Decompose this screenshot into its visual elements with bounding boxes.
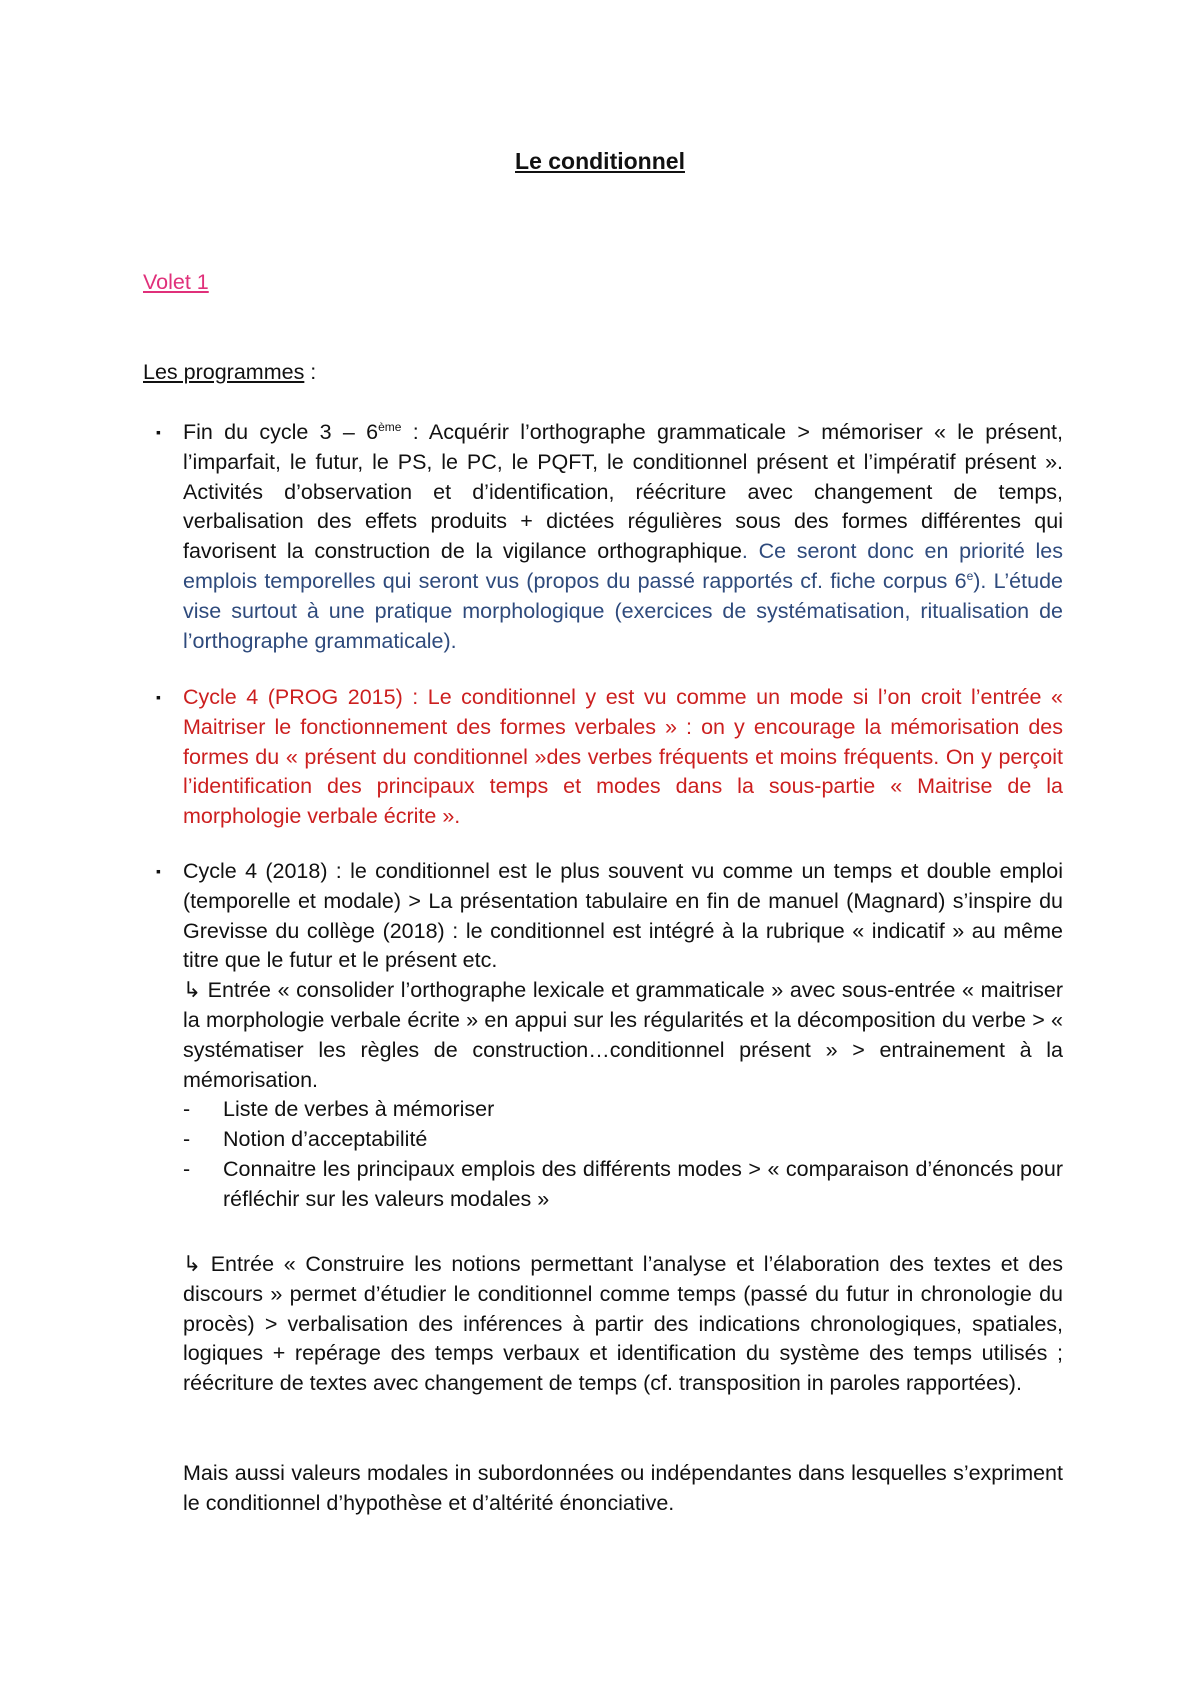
dash-marker: - bbox=[183, 1097, 191, 1122]
bullet3-text: Cycle 4 (2018) : le conditionnel est le plus souvent vu comme un temps et double emploi (temporelle et modale) > La présentation tabulaire en fin de manuel (Magnard) s’inspire du Grevisse du collège (2018) : le conditionnel est intégré à la rubrique « indicatif » au même titre que le futur et le présent etc. bbox=[183, 859, 1063, 973]
bullet1-prefix: Fin du cycle 3 – 6 bbox=[183, 420, 379, 444]
arrow-icon: ↳ bbox=[183, 978, 202, 1003]
bullet1-end: . bbox=[741, 539, 748, 564]
bullet-marker: ▪ bbox=[156, 863, 161, 879]
bullet1-blue-prefix: Ce seront donc en priorité les emplois temporelles qui seront vus (propos du passé rapportés cf. fiche corpus 6 bbox=[183, 539, 1063, 593]
programmes-label: Les programmes bbox=[143, 360, 305, 384]
list-item-text: Liste de verbes à mémoriser bbox=[223, 1097, 495, 1122]
list-item-text: Connaitre les principaux emplois des différents modes > « comparaison d’énoncés pour réfléchir sur les valeurs modales » bbox=[223, 1156, 1063, 1211]
dash-marker: - bbox=[183, 1127, 191, 1152]
bullet1-rest: : Acquérir l’orthographe grammaticale > mémoriser « le présent, l’imparfait, le futur, le PS, le PC, le PQFT, le conditionnel présent et l’impératif présent ». Activités d’observation et d’identification, réécriture avec changement de temps, verbalisation des effets produits + dictées régulières sous des formes différentes qui favorisent la construction de la vigilance orthographique bbox=[183, 420, 1063, 564]
bullet3-arrow-text: Entrée « consolider l’orthographe lexicale et grammaticale » avec sous-entrée « maitriser la morphologie verbale écrite » en appui sur les régularités et la décomposition du verbe > « systématiser les règles de construction…conditionnel présent » > entrainement à la mémorisation. bbox=[183, 978, 1063, 1092]
list-item-text: Notion d’acceptabilité bbox=[223, 1127, 428, 1152]
page-title: Le conditionnel bbox=[515, 148, 685, 174]
paragraph-valeurs-modales: Mais aussi valeurs modales in subordonnées ou indépendantes dans lesquelles s’expriment le conditionnel d’hypothèse et d’altérité énonciative. bbox=[183, 1461, 1063, 1515]
list-item bbox=[183, 1155, 1063, 1215]
programmes-heading bbox=[143, 358, 316, 388]
section-heading-volet: Volet 1 bbox=[143, 270, 209, 294]
bullet3-body bbox=[183, 857, 1063, 1215]
bullet1-sup: ème bbox=[378, 419, 402, 434]
arrow-icon: ↳ bbox=[183, 1252, 202, 1276]
dash-list bbox=[183, 1095, 1063, 1214]
paragraph-text: Entrée « Construire les notions permettant l’analyse et l’élaboration des textes et des discours » permet d’étudier le conditionnel comme temps (passé du futur in chronologie du procès) > verbalisation des inférences à partir des indications chronologiques, spatiales, logiques + repérage des temps verbaux et identification du système des temps utilisés ; réécriture de textes avec changement de temps (cf. transposition in paroles rapportées). bbox=[183, 1252, 1063, 1396]
bullet-item-cycle4-2015 bbox=[143, 683, 1063, 832]
paragraph-construire-notions bbox=[183, 1250, 1063, 1399]
bullet2-text: Cycle 4 (PROG 2015) : Le conditionnel y est vu comme un mode si l’on croit l’entrée « Maitriser le fonctionnement des formes verbales » : on y encourage la mémorisation des formes du « présent du conditionnel »des verbes fréquents et moins fréquents. On y perçoit l’identification des principaux temps et modes dans la sous-partie « Maitrise de la morphologie verbale écrite ». bbox=[183, 685, 1063, 829]
bullet-text bbox=[183, 418, 1063, 656]
list-item bbox=[183, 1095, 1063, 1125]
bullet3-arrow-paragraph bbox=[183, 976, 1063, 1095]
bullet-marker: ▪ bbox=[156, 689, 161, 705]
dash-marker: - bbox=[183, 1156, 191, 1181]
bullet-item-cycle3 bbox=[143, 418, 1063, 656]
bullet1-blue-sup: e bbox=[966, 568, 974, 583]
bullet-marker: ▪ bbox=[156, 424, 161, 440]
bullet-item-cycle4-2018 bbox=[143, 857, 1063, 1215]
bullet1-blue-rest: ). L’étude vise surtout à une pratique morphologique (exercices de systématisation, ritualisation de l’orthographe grammaticale). bbox=[183, 568, 1063, 653]
programmes-colon: : bbox=[304, 360, 317, 384]
list-item bbox=[183, 1125, 1063, 1155]
